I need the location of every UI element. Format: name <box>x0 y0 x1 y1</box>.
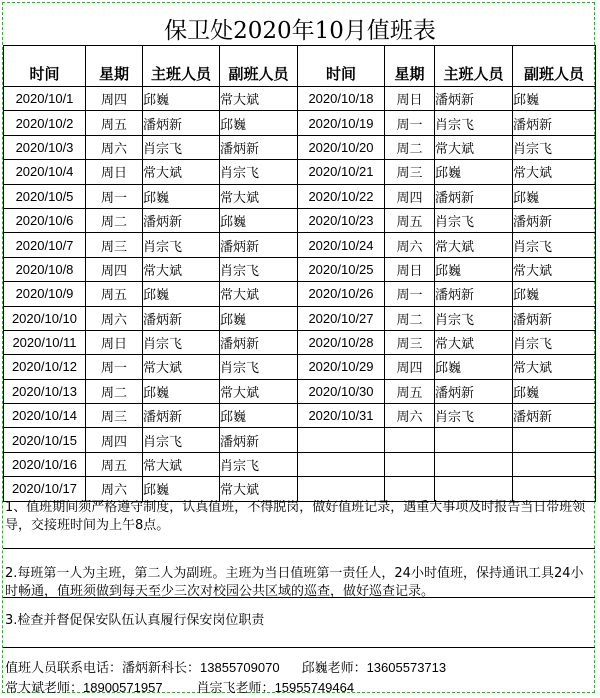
table-row <box>4 477 596 501</box>
main-staff-cell: 肖宗飞 <box>143 330 220 354</box>
contact-line-1 <box>5 658 446 678</box>
table-row <box>4 184 596 208</box>
main-staff-cell: 肖宗飞 <box>143 135 220 159</box>
weekday-cell: 周六 <box>86 306 143 330</box>
deputy-staff-cell: 肖宗飞 <box>513 135 596 159</box>
note-1: 1、值班期间须严格遵守制度，认真值班，不得脱岗，做好值班记录，遇重大事项及时报告当日带班领导，交接班时间为上午8点。 <box>3 499 595 549</box>
contact-name: 邱巍老师： <box>301 660 367 675</box>
date-cell: 2020/10/14 <box>4 404 86 428</box>
deputy-staff-cell: 潘炳新 <box>220 135 298 159</box>
deputy-staff-cell: 潘炳新 <box>513 111 596 135</box>
deputy-staff-cell: 肖宗飞 <box>220 355 298 379</box>
main-staff-cell: 肖宗飞 <box>435 306 513 330</box>
date-cell: 2020/10/28 <box>298 330 385 354</box>
date-cell: 2020/10/10 <box>4 306 86 330</box>
deputy-staff-cell: 常大斌 <box>220 282 298 306</box>
header-row <box>4 46 596 87</box>
contact-phone: 13855709070 <box>200 660 280 675</box>
main-staff-cell: 邱巍 <box>143 184 220 208</box>
contact-name: 肖宗飞老师： <box>196 680 275 695</box>
contact-line-2 <box>5 678 446 698</box>
main-staff-cell: 邱巍 <box>435 257 513 281</box>
deputy-staff-cell: 常大斌 <box>513 355 596 379</box>
table-row <box>4 87 596 111</box>
deputy-staff-cell: 肖宗飞 <box>220 452 298 476</box>
weekday-cell <box>385 428 435 452</box>
contact-phone: 13605573713 <box>366 660 447 675</box>
deputy-staff-cell: 邱巍 <box>513 87 596 111</box>
deputy-staff-cell: 常大斌 <box>220 87 298 111</box>
date-cell: 2020/10/12 <box>4 355 86 379</box>
table-row <box>4 257 596 281</box>
table-row <box>4 355 596 379</box>
date-cell: 2020/10/30 <box>298 379 385 403</box>
deputy-staff-cell: 常大斌 <box>513 160 596 184</box>
weekday-cell: 周五 <box>86 282 143 306</box>
deputy-staff-cell: 肖宗飞 <box>513 233 596 257</box>
main-staff-cell: 邱巍 <box>143 282 220 306</box>
weekday-cell: 周四 <box>86 428 143 452</box>
table-row <box>4 428 596 452</box>
main-staff-cell <box>435 477 513 501</box>
main-staff-cell: 潘炳新 <box>435 282 513 306</box>
note-2: 2.每班第一人为主班，第二人为副班。主班为当日值班第一责任人，24小时值班，保持通讯工具24小时畅通，值班须做到每天至少三次对校园公共区域的巡查，做好巡查记录。 <box>3 549 595 598</box>
main-staff-cell: 潘炳新 <box>435 87 513 111</box>
table-row <box>4 208 596 232</box>
deputy-staff-cell: 邱巍 <box>220 111 298 135</box>
date-cell: 2020/10/23 <box>298 208 385 232</box>
weekday-cell: 周五 <box>86 452 143 476</box>
header-date: 时间 <box>4 46 86 87</box>
weekday-cell: 周五 <box>385 208 435 232</box>
header-deputy-staff: 副班人员 <box>220 46 298 87</box>
weekday-cell: 周日 <box>86 330 143 354</box>
table-row <box>4 452 596 476</box>
weekday-cell: 周四 <box>385 184 435 208</box>
contact-name: 常大斌老师： <box>5 680 84 695</box>
deputy-staff-cell: 肖宗飞 <box>220 160 298 184</box>
date-cell: 2020/10/8 <box>4 257 86 281</box>
weekday-cell: 周四 <box>86 87 143 111</box>
deputy-staff-cell <box>513 428 596 452</box>
deputy-staff-cell: 常大斌 <box>220 379 298 403</box>
weekday-cell: 周三 <box>385 330 435 354</box>
deputy-staff-cell: 潘炳新 <box>513 306 596 330</box>
weekday-cell: 周五 <box>385 379 435 403</box>
weekday-cell: 周日 <box>385 257 435 281</box>
deputy-staff-cell: 潘炳新 <box>220 330 298 354</box>
main-staff-cell: 邱巍 <box>435 160 513 184</box>
deputy-staff-cell: 潘炳新 <box>513 404 596 428</box>
page-title: 保卫处2020年10月值班表 <box>164 18 436 44</box>
main-staff-cell: 潘炳新 <box>143 404 220 428</box>
deputy-staff-cell <box>513 452 596 476</box>
date-cell: 2020/10/2 <box>4 111 86 135</box>
date-cell: 2020/10/1 <box>4 87 86 111</box>
date-cell: 2020/10/17 <box>4 477 86 501</box>
main-staff-cell: 肖宗飞 <box>435 404 513 428</box>
date-cell: 2020/10/25 <box>298 257 385 281</box>
weekday-cell: 周一 <box>86 355 143 379</box>
weekday-cell: 周六 <box>385 404 435 428</box>
main-staff-cell: 肖宗飞 <box>143 428 220 452</box>
date-cell: 2020/10/26 <box>298 282 385 306</box>
deputy-staff-cell: 邱巍 <box>220 404 298 428</box>
weekday-cell: 周五 <box>86 111 143 135</box>
main-staff-cell <box>435 428 513 452</box>
header-main-staff: 主班人员 <box>143 46 220 87</box>
date-cell <box>298 452 385 476</box>
main-staff-cell: 常大斌 <box>435 135 513 159</box>
date-cell: 2020/10/20 <box>298 135 385 159</box>
main-staff-cell: 肖宗飞 <box>435 208 513 232</box>
duty-roster-table <box>3 45 596 502</box>
main-staff-cell: 肖宗飞 <box>435 111 513 135</box>
header-date: 时间 <box>298 46 385 87</box>
date-cell: 2020/10/6 <box>4 208 86 232</box>
table-row <box>4 282 596 306</box>
deputy-staff-cell: 常大斌 <box>220 477 298 501</box>
weekday-cell: 周日 <box>86 160 143 184</box>
main-staff-cell: 常大斌 <box>435 330 513 354</box>
contact-name: 潘炳新科长： <box>122 660 201 675</box>
date-cell: 2020/10/3 <box>4 135 86 159</box>
weekday-cell: 周三 <box>385 160 435 184</box>
date-cell <box>298 477 385 501</box>
table-row <box>4 330 596 354</box>
deputy-staff-cell: 潘炳新 <box>513 208 596 232</box>
main-staff-cell: 肖宗飞 <box>143 233 220 257</box>
weekday-cell: 周四 <box>385 355 435 379</box>
main-staff-cell: 邱巍 <box>143 477 220 501</box>
deputy-staff-cell <box>513 477 596 501</box>
header-weekday: 星期 <box>385 46 435 87</box>
weekday-cell: 周二 <box>86 379 143 403</box>
deputy-staff-cell: 常大斌 <box>220 184 298 208</box>
weekday-cell: 周六 <box>86 477 143 501</box>
deputy-staff-cell: 邱巍 <box>513 282 596 306</box>
weekday-cell: 周四 <box>86 257 143 281</box>
weekday-cell: 周三 <box>86 233 143 257</box>
main-staff-cell: 常大斌 <box>143 452 220 476</box>
deputy-staff-cell: 邱巍 <box>513 379 596 403</box>
deputy-staff-cell: 邱巍 <box>513 184 596 208</box>
weekday-cell: 周日 <box>385 87 435 111</box>
main-staff-cell: 潘炳新 <box>143 306 220 330</box>
deputy-staff-cell: 肖宗飞 <box>220 257 298 281</box>
header-weekday: 星期 <box>86 46 143 87</box>
date-cell: 2020/10/16 <box>4 452 86 476</box>
table-row <box>4 379 596 403</box>
main-staff-cell: 潘炳新 <box>435 379 513 403</box>
main-staff-cell: 常大斌 <box>143 160 220 184</box>
date-cell: 2020/10/29 <box>298 355 385 379</box>
deputy-staff-cell: 潘炳新 <box>220 233 298 257</box>
table-row <box>4 306 596 330</box>
date-cell: 2020/10/22 <box>298 184 385 208</box>
date-cell: 2020/10/13 <box>4 379 86 403</box>
weekday-cell <box>385 477 435 501</box>
main-staff-cell: 常大斌 <box>143 257 220 281</box>
weekday-cell <box>385 452 435 476</box>
date-cell <box>298 428 385 452</box>
main-staff-cell: 邱巍 <box>435 355 513 379</box>
main-staff-cell: 潘炳新 <box>143 208 220 232</box>
main-staff-cell: 邱巍 <box>143 87 220 111</box>
header-deputy-staff: 副班人员 <box>513 46 596 87</box>
weekday-cell: 周二 <box>385 306 435 330</box>
contact-label: 值班人员联系电话： <box>5 660 123 675</box>
table-row <box>4 160 596 184</box>
table-row <box>4 233 596 257</box>
deputy-staff-cell: 邱巍 <box>220 208 298 232</box>
weekday-cell: 周二 <box>86 208 143 232</box>
date-cell: 2020/10/31 <box>298 404 385 428</box>
deputy-staff-cell: 肖宗飞 <box>513 330 596 354</box>
date-cell: 2020/10/24 <box>298 233 385 257</box>
date-cell: 2020/10/4 <box>4 160 86 184</box>
contact-phone: 15955749464 <box>274 680 355 695</box>
main-staff-cell: 邱巍 <box>143 379 220 403</box>
weekday-cell: 周一 <box>385 282 435 306</box>
deputy-staff-cell: 潘炳新 <box>220 428 298 452</box>
note-3: 3.检查并督促保安队伍认真履行保安岗位职责 <box>3 598 595 648</box>
date-cell: 2020/10/27 <box>298 306 385 330</box>
date-cell: 2020/10/18 <box>298 87 385 111</box>
table-row <box>4 111 596 135</box>
date-cell: 2020/10/7 <box>4 233 86 257</box>
table-row <box>4 135 596 159</box>
contact-info <box>5 658 446 698</box>
header-main-staff: 主班人员 <box>435 46 513 87</box>
weekday-cell: 周一 <box>86 184 143 208</box>
weekday-cell: 周六 <box>385 233 435 257</box>
main-staff-cell: 潘炳新 <box>435 184 513 208</box>
table-row <box>4 404 596 428</box>
main-staff-cell: 常大斌 <box>435 233 513 257</box>
date-cell: 2020/10/19 <box>298 111 385 135</box>
date-cell: 2020/10/9 <box>4 282 86 306</box>
weekday-cell: 周二 <box>385 135 435 159</box>
date-cell: 2020/10/11 <box>4 330 86 354</box>
weekday-cell: 周三 <box>86 404 143 428</box>
date-cell: 2020/10/21 <box>298 160 385 184</box>
deputy-staff-cell: 常大斌 <box>513 257 596 281</box>
main-staff-cell: 常大斌 <box>143 355 220 379</box>
main-staff-cell <box>435 452 513 476</box>
weekday-cell: 周一 <box>385 111 435 135</box>
date-cell: 2020/10/5 <box>4 184 86 208</box>
weekday-cell: 周六 <box>86 135 143 159</box>
deputy-staff-cell: 邱巍 <box>220 306 298 330</box>
contact-phone: 18900571957 <box>83 680 163 695</box>
date-cell: 2020/10/15 <box>4 428 86 452</box>
main-staff-cell: 潘炳新 <box>143 111 220 135</box>
